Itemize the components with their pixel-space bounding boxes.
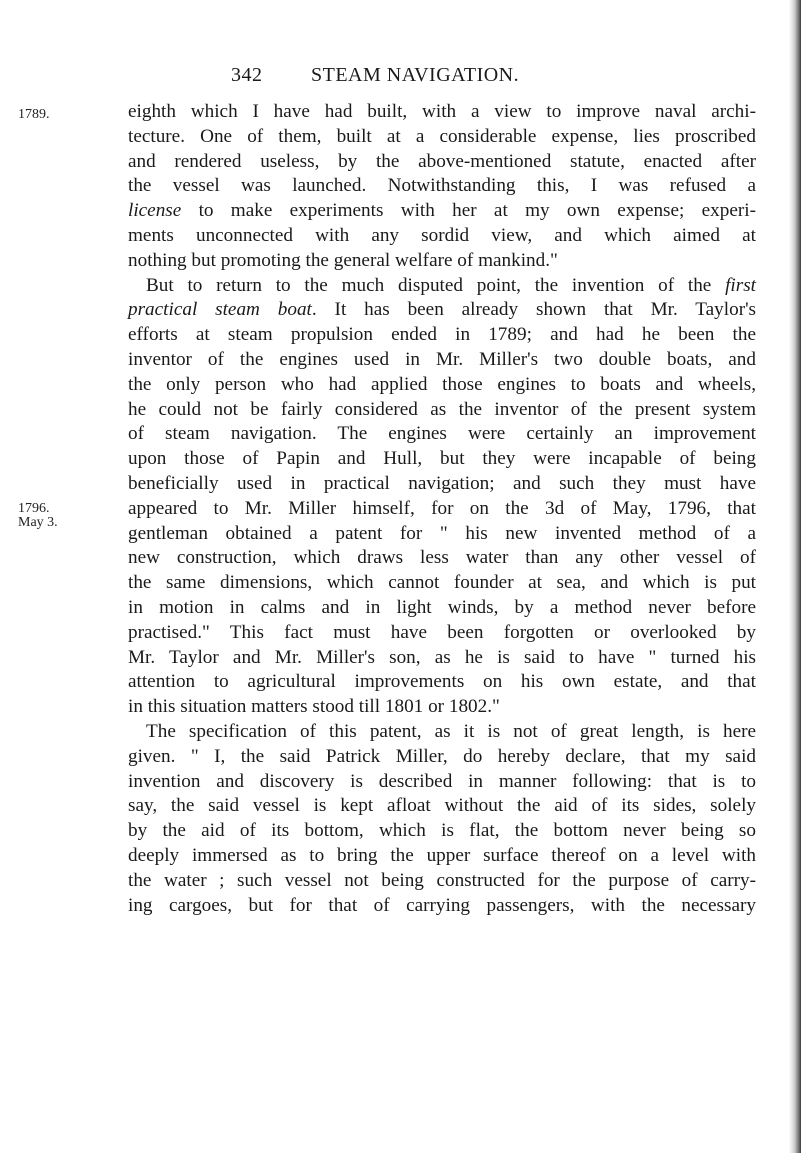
body-text (128, 100, 756, 918)
italic-first: first (725, 274, 756, 296)
text-line: eighth which I have had built, with a view to improve naval archi- (128, 101, 756, 122)
text-line: in this situation matters stood till 1801 or 1802." (128, 696, 500, 718)
text-line: of steam navigation. The engines were certainly an improvement (128, 423, 756, 445)
running-title: STEAM NAVIGATION. (311, 64, 520, 86)
text-line: the vessel was launched. Notwithstanding this, I was refused a (128, 175, 756, 197)
text-line: practical steam boat. It has been already shown that Mr. Taylor's (128, 299, 757, 321)
text-line-rest: to make experiments with her at my own expense; experi- (181, 200, 756, 222)
text-line: attention to agricultural improvements on his own estate, and that (128, 671, 756, 693)
margin-note-1789: 1789. (18, 107, 50, 122)
text-line: practised." This fact must have been forgotten or overlooked by (128, 621, 756, 643)
page-number: 342 (231, 64, 263, 86)
margin-note-1796: 1796. (18, 501, 50, 516)
text-line: by the aid of its bottom, which is flat, the bottom never being so (128, 820, 756, 842)
text-line: efforts at steam propulsion ended in 1789; and had he been the (128, 324, 756, 346)
text-line (128, 199, 756, 224)
italic-license: license (128, 200, 182, 222)
text-line: invention and discovery is described in manner following: that is to (128, 770, 756, 792)
text-line: deeply immersed as to bring the upper surface thereof on a level with (128, 844, 756, 866)
text-line: inventor of the engines used in Mr. Miller's two double boats, and (128, 348, 756, 370)
text-line: in motion in calms and in light winds, by a method never before (128, 596, 756, 618)
text-line: he could not be fairly considered as the inventor of the present system (128, 398, 756, 420)
text-line: tecture. One of them, built at a considerable expense, lies proscribed (128, 125, 756, 147)
text-line: The specification of this patent, as it is not of great length, is here (146, 720, 756, 742)
text-line: Mr. Taylor and Mr. Miller's son, as he is said to have " turned his (128, 646, 756, 668)
text-line: But to return to the much disputed point, the invention of the first (146, 274, 756, 296)
text-line: beneficially used in practical navigation; and such they must have (128, 472, 756, 494)
margin-note-may-3: May 3. (18, 515, 58, 530)
text-line: appeared to Mr. Miller himself, for on the 3d of May, 1796, that (128, 497, 756, 519)
text-line: the only person who had applied those engines to boats and wheels, (128, 373, 756, 395)
text-line: and rendered useless, by the above-mentioned statute, enacted after (128, 150, 756, 172)
text-line: nothing but promoting the general welfare of mankind." (128, 249, 558, 271)
text-line: ments unconnected with any sordid view, and which aimed at (128, 224, 756, 246)
text-line: given. " I, the said Patrick Miller, do hereby declare, that my said (128, 745, 756, 767)
text-line: ing cargoes, but for that of carrying passengers, with the necessary (128, 894, 756, 916)
text-line: the water ; such vessel not being constructed for the purpose of carry- (128, 869, 756, 891)
text-line: new construction, which draws less water than any other vessel of (128, 547, 756, 569)
page-edge-shadow (789, 0, 801, 1153)
italic-practical-steam-boat: practical steam boat (128, 299, 312, 321)
text-line: say, the said vessel is kept afloat without the aid of its sides, solely (128, 795, 756, 817)
text-line: the same dimensions, which cannot founder at sea, and which is put (128, 572, 756, 594)
text-line: gentleman obtained a patent for " his new invented method of a (128, 522, 756, 544)
text-line: upon those of Papin and Hull, but they were incapable of being (128, 448, 756, 470)
